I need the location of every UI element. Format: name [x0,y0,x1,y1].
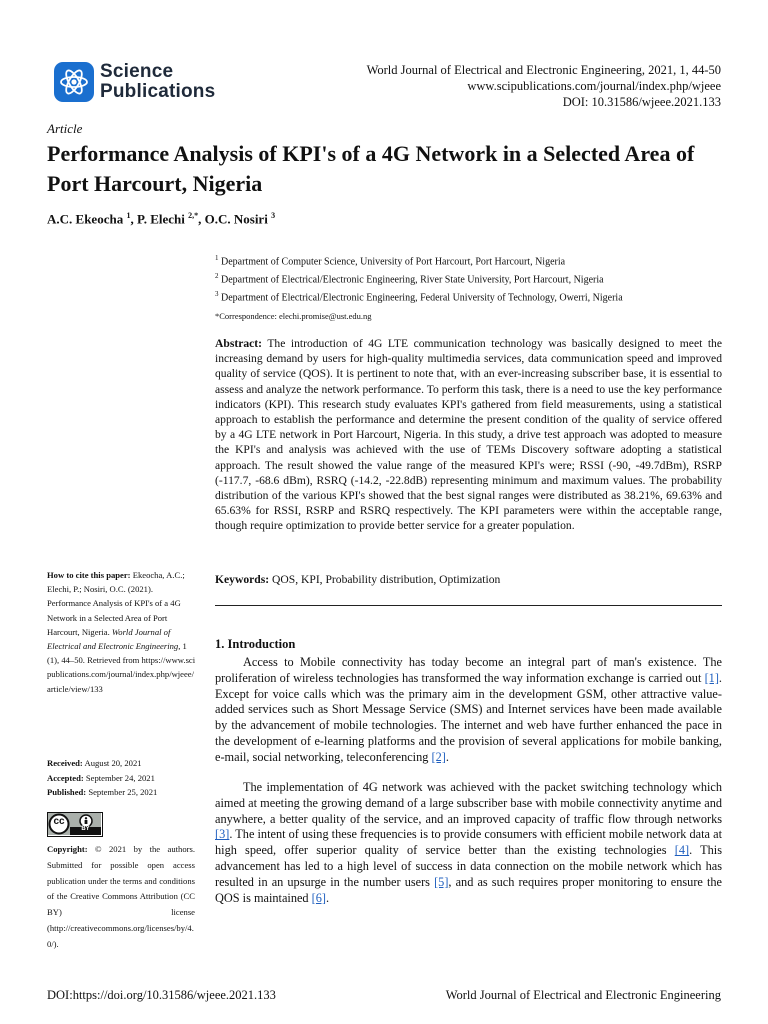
logo-text [100,62,215,102]
paragraph-text: , and as such requires proper monitoring to ensure the QOS is maintained [215,874,723,905]
copyright-label: Copyright: [47,844,88,854]
affiliation-number: 3 [215,290,219,298]
paragraph-text: . The intent of using these frequencies is to provide consumers with efficient mobile network data at high speed, offer superior quality of service better than the existing technologies [215,827,722,858]
cite-tail[interactable]: , 1(1), 44–50. Retrieved from https://www.scipublications.com/journal/index.php/wjeee/article/view/133 [47,641,196,694]
abstract-label: Abstract: [215,337,263,350]
affiliation-text: Department of Electrical/Electronic Engineering, River State University, Port Harcourt, Nigeria [221,274,604,286]
abstract [215,336,722,534]
paragraph-text: Access to Mobile connectivity has today become an integral part of man's existence. The proliferation of wireless technologies has transformed the way information exchange is carried out [215,655,722,685]
keywords-text: QOS, KPI, Probability distribution, Optimization [272,573,501,586]
cite-journal: World Journal of Electrical and Electronic Engineering [47,626,179,652]
paragraph-text: . This advancement has led to a high level of success in data connection on the mobile network which has resulted in an upsurge in the number users [215,843,723,889]
paragraph-text: The implementation of 4G network was achieved with the packet switching technology which aimed at meeting the growing demand of a large subscriber base with mobile connectivity anytime and anywhere, a better quality of the service, and an improved capacity of traffic flow through networks [215,780,722,826]
by-label: BY [81,826,90,832]
citation-link[interactable]: [5] [434,874,449,889]
author: O.C. Nosiri [204,211,268,227]
copyright-text: © 2021 by the authors. Submitted for possible open access publication under the terms and conditions of the Creative Commons Attribution (CC BY) license (http://creativecommons.org/licenses/by/4.0/). [47,844,195,949]
author-list [47,211,275,227]
footer-journal: World Journal of Electrical and Electronic Engineering [445,988,721,1002]
journal-header [367,62,721,110]
author: P. Elechi [136,211,185,227]
date-received: Received: August 20, 2021 [47,758,142,768]
how-to-cite [47,568,197,696]
citation-link[interactable]: [2] [431,749,446,764]
author-separator: , [198,211,205,227]
affiliation-number: 2 [215,272,219,280]
paragraph-2 [215,780,722,906]
section-heading: 1. Introduction [215,637,296,651]
paragraph-1 [215,655,722,766]
date-published: Published: September 25, 2021 [47,787,158,798]
publication-dates [47,756,157,800]
author-affiliation-marker: 1 [126,211,131,220]
cite-label: How to cite this paper: [47,570,131,580]
affiliation-1 [215,252,565,268]
citation-link[interactable]: [3] [215,827,230,842]
citation-link[interactable]: [4] [674,843,690,858]
affiliation-text: Department of Electrical/Electronic Engineering, Federal University of Technology, Owerri, Nigeria [221,292,623,304]
journal-citation: World Journal of Electrical and Electronic Engineering, 2021, 1, 44-50 [366,63,721,77]
paragraph-text: . [326,890,330,905]
journal-url[interactable]: www.scipublications.com/journal/index.php/wjeee [467,79,721,93]
citation-link[interactable]: [6] [311,890,327,905]
keywords [215,573,722,586]
section-divider [215,605,722,606]
author: A.C. Ekeocha [47,211,124,227]
footer-doi[interactable]: DOI:https://doi.org/10.31586/wjeee.2021.133 [47,988,276,1002]
copyright-notice [47,842,195,953]
publisher-logo [54,60,254,106]
cite-text: Ekeocha, A.C.; Elechi, P.; Nosiri, O.C. (2021). Performance Analysis of KPI's of a 4G Network in a Selected Area of Port Harcourt, Nigeria. [47,570,185,637]
cc-by-license-badge[interactable] [47,812,103,837]
author-affiliation-marker: 2,* [188,211,199,220]
logo-line-1: Science [100,61,174,82]
cc-icon: cc [53,816,65,827]
journal-doi: DOI: 10.31586/wjeee.2021.133 [562,95,721,109]
logo-line-2: Publications [100,81,216,102]
affiliation-3 [215,288,623,304]
abstract-text: The introduction of 4G LTE communication technology was basically designed to meet the increasing demand by users for high-quality multimedia services, data communication speed and improved quality of service (QOS). It is pertinent to note that, with an ever-increasing subscriber base, it is essential to assess and analyze the network performance. To perform this task, there is a need to use the key performance indicators (KPI). This research study evaluates KPI's gathered from field measurements, using a statistical approach to establish the performance and determine the present condition of the quality of service offered by a 4G LTE network in Port Harcourt, Nigeria. In this study, a drive test approach was adopted to measure the KPI's and analysis was achieved with the use of TEMs Discovery software adopting a statistical approach. The result showed the value range of the measured KPI's were; RSSI (-90, -49.7dBm), RSRP (-117.7, -68.6 dBm), RSRQ (-14.2, -22.8dB) representing minimum and maximum values. The probability distribution of the various KPI's showed that the best signal ranges were distributed as 38.21%, 69.63% and 65.63% for RSSI, RSRP and RSRQ respectively. The KPI parameters were within the acceptable range, though require optimization to provide better service for a greater population. [215,337,722,533]
correspondence-email[interactable]: *Correspondence: elechi.promise@ust.edu.ng [215,311,372,321]
article-type-label: Article [47,121,83,136]
affiliation-number: 1 [215,254,219,262]
author-affiliation-marker: 3 [271,211,276,220]
atom-icon [54,62,94,102]
affiliation-text: Department of Computer Science, University of Port Harcourt, Port Harcourt, Nigeria [221,256,566,268]
date-accepted: Accepted: September 24, 2021 [47,772,155,783]
paper-title: Performance Analysis of KPI's of a 4G Network in a Selected Area of Port Harcourt, Nigeria [47,141,695,196]
author-separator: , [130,211,137,227]
paragraph-text: . Except for voice calls which was the primary aim in the development GSM, other attractive value-added services such as Short Message Service (SMS) and Internet services have been made available by the advancement of mobile technologies. The internet and web have further enhanced the pace in the development of e-learning platforms and the provision of several applications for mobile banking, e-mail, social networking, teleconferencing [215,670,722,764]
citation-link[interactable]: [1] [704,670,719,685]
keywords-label: Keywords: [215,573,270,586]
affiliation-2 [215,270,604,286]
paragraph-text: . [445,749,449,764]
